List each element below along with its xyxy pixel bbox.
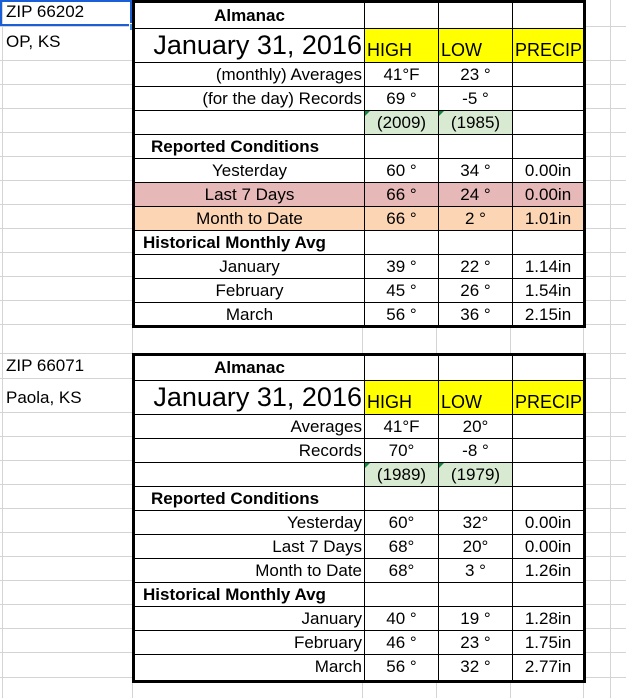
precip-value: 0.00in bbox=[513, 535, 583, 559]
high-value: 40 ° bbox=[365, 607, 439, 631]
almanac-date: January 31, 2016 bbox=[135, 381, 365, 415]
empty-cell[interactable] bbox=[513, 487, 583, 511]
almanac-table-paola-ks bbox=[132, 353, 586, 683]
reported-row-month-to-date bbox=[135, 559, 583, 583]
averages-precip bbox=[513, 63, 583, 87]
records-high: 70° bbox=[365, 439, 439, 463]
records-precip bbox=[513, 439, 583, 463]
column-header-high: HIGH bbox=[365, 381, 439, 415]
low-value: 36 ° bbox=[439, 303, 513, 325]
reported-row-month-to-date bbox=[135, 207, 583, 231]
high-value: 68° bbox=[365, 535, 439, 559]
reported-conditions-heading: Reported Conditions bbox=[135, 487, 365, 511]
column-header-low: LOW bbox=[439, 29, 513, 63]
records-label: (for the day) Records bbox=[135, 87, 365, 111]
reported-row-last-7-days bbox=[135, 183, 583, 207]
gridline bbox=[2, 0, 3, 698]
low-value: 24 ° bbox=[439, 183, 513, 207]
precip-value: 0.00in bbox=[513, 183, 583, 207]
empty-cell[interactable] bbox=[513, 583, 583, 607]
high-value: 46 ° bbox=[365, 631, 439, 655]
cell-location-1[interactable]: OP, KS bbox=[6, 32, 61, 51]
almanac-table-op-ks bbox=[132, 0, 586, 328]
column-header-low: LOW bbox=[439, 381, 513, 415]
empty-cell[interactable] bbox=[135, 463, 365, 487]
historical-row-january bbox=[135, 255, 583, 279]
high-value: 66 ° bbox=[365, 207, 439, 231]
historical-row-february bbox=[135, 631, 583, 655]
column-header-high: HIGH bbox=[365, 29, 439, 63]
averages-high: 41°F bbox=[365, 63, 439, 87]
low-value: 19 ° bbox=[439, 607, 513, 631]
records-low: -5 ° bbox=[439, 87, 513, 111]
row-label: January bbox=[135, 607, 365, 631]
empty-cell[interactable] bbox=[513, 231, 583, 255]
record-year-high: (1989) bbox=[365, 463, 439, 487]
historical-row-march bbox=[135, 303, 583, 325]
empty-cell[interactable] bbox=[365, 3, 439, 29]
averages-high: 41°F bbox=[365, 415, 439, 439]
empty-cell[interactable] bbox=[513, 111, 583, 135]
low-value: 22 ° bbox=[439, 255, 513, 279]
high-value: 66 ° bbox=[365, 183, 439, 207]
precip-value: 1.54in bbox=[513, 279, 583, 303]
empty-cell[interactable] bbox=[365, 135, 439, 159]
empty-cell[interactable] bbox=[513, 463, 583, 487]
row-label: February bbox=[135, 631, 365, 655]
record-year-low: (1985) bbox=[439, 111, 513, 135]
row-label: January bbox=[135, 255, 365, 279]
gridline bbox=[610, 0, 611, 698]
precip-value: 1.26in bbox=[513, 559, 583, 583]
high-value: 60 ° bbox=[365, 159, 439, 183]
low-value: 20° bbox=[439, 535, 513, 559]
historical-monthly-avg-heading: Historical Monthly Avg bbox=[135, 231, 365, 255]
reported-row-yesterday bbox=[135, 511, 583, 535]
records-label: Records bbox=[135, 439, 365, 463]
row-label: Yesterday bbox=[135, 159, 365, 183]
almanac-date: January 31, 2016 bbox=[135, 29, 365, 63]
record-year-high: (2009) bbox=[365, 111, 439, 135]
empty-cell[interactable] bbox=[365, 356, 439, 381]
records-precip bbox=[513, 87, 583, 111]
precip-value: 0.00in bbox=[513, 159, 583, 183]
empty-cell[interactable] bbox=[513, 356, 583, 381]
row-label: March bbox=[135, 303, 365, 325]
precip-value: 1.01in bbox=[513, 207, 583, 231]
averages-low: 23 ° bbox=[439, 63, 513, 87]
column-header-precip: PRECIP bbox=[513, 381, 583, 415]
records-high: 69 ° bbox=[365, 87, 439, 111]
low-value: 34 ° bbox=[439, 159, 513, 183]
low-value: 32 ° bbox=[439, 655, 513, 680]
empty-cell[interactable] bbox=[365, 487, 439, 511]
averages-label: Averages bbox=[135, 415, 365, 439]
low-value: 32° bbox=[439, 511, 513, 535]
cell-location-2[interactable]: Paola, KS bbox=[6, 388, 82, 407]
empty-cell[interactable] bbox=[365, 231, 439, 255]
cell-zip-2[interactable]: ZIP 66071 bbox=[6, 356, 85, 375]
reported-row-last-7-days bbox=[135, 535, 583, 559]
empty-cell[interactable] bbox=[439, 231, 513, 255]
row-label: Yesterday bbox=[135, 511, 365, 535]
reported-conditions-heading: Reported Conditions bbox=[135, 135, 365, 159]
precip-value: 1.28in bbox=[513, 607, 583, 631]
empty-cell[interactable] bbox=[365, 583, 439, 607]
empty-cell[interactable] bbox=[439, 356, 513, 381]
almanac-title: Almanac bbox=[135, 3, 365, 29]
averages-precip bbox=[513, 415, 583, 439]
precip-value: 2.77in bbox=[524, 657, 572, 676]
historical-monthly-avg-heading: Historical Monthly Avg bbox=[135, 583, 365, 607]
averages-low: 20° bbox=[439, 415, 513, 439]
high-value: 39 ° bbox=[365, 255, 439, 279]
high-value: 45 ° bbox=[365, 279, 439, 303]
empty-cell[interactable] bbox=[439, 583, 513, 607]
high-value: 56 ° bbox=[365, 303, 439, 325]
precip-value: 1.75in bbox=[513, 631, 583, 655]
high-value: 60° bbox=[365, 511, 439, 535]
column-header-precip: PRECIP bbox=[513, 29, 583, 63]
reported-row-yesterday bbox=[135, 159, 583, 183]
almanac-title: Almanac bbox=[135, 356, 365, 381]
precip-value: 1.14in bbox=[513, 255, 583, 279]
row-label: Last 7 Days bbox=[135, 535, 365, 559]
precip-value: 2.15in bbox=[524, 305, 572, 324]
empty-cell[interactable] bbox=[439, 3, 513, 29]
row-label: Month to Date bbox=[135, 559, 365, 583]
empty-cell[interactable] bbox=[513, 3, 583, 29]
low-value: 23 ° bbox=[439, 631, 513, 655]
high-value: 68° bbox=[365, 559, 439, 583]
record-year-low: (1979) bbox=[439, 463, 513, 487]
empty-cell[interactable] bbox=[439, 487, 513, 511]
row-label: March bbox=[135, 655, 365, 680]
averages-label: (monthly) Averages bbox=[135, 63, 365, 87]
empty-cell[interactable] bbox=[135, 111, 365, 135]
records-low: -8 ° bbox=[439, 439, 513, 463]
row-label: Month to Date bbox=[135, 207, 365, 231]
historical-row-march bbox=[135, 655, 583, 680]
low-value: 3 ° bbox=[439, 559, 513, 583]
historical-row-february bbox=[135, 279, 583, 303]
row-label: February bbox=[135, 279, 365, 303]
low-value: 26 ° bbox=[439, 279, 513, 303]
historical-row-january bbox=[135, 607, 583, 631]
empty-cell[interactable] bbox=[439, 135, 513, 159]
precip-value: 0.00in bbox=[513, 511, 583, 535]
high-value: 56 ° bbox=[365, 655, 439, 680]
low-value: 2 ° bbox=[439, 207, 513, 231]
row-label: Last 7 Days bbox=[135, 183, 365, 207]
cell-zip-1[interactable]: ZIP 66202 bbox=[0, 0, 132, 26]
empty-cell[interactable] bbox=[513, 135, 583, 159]
